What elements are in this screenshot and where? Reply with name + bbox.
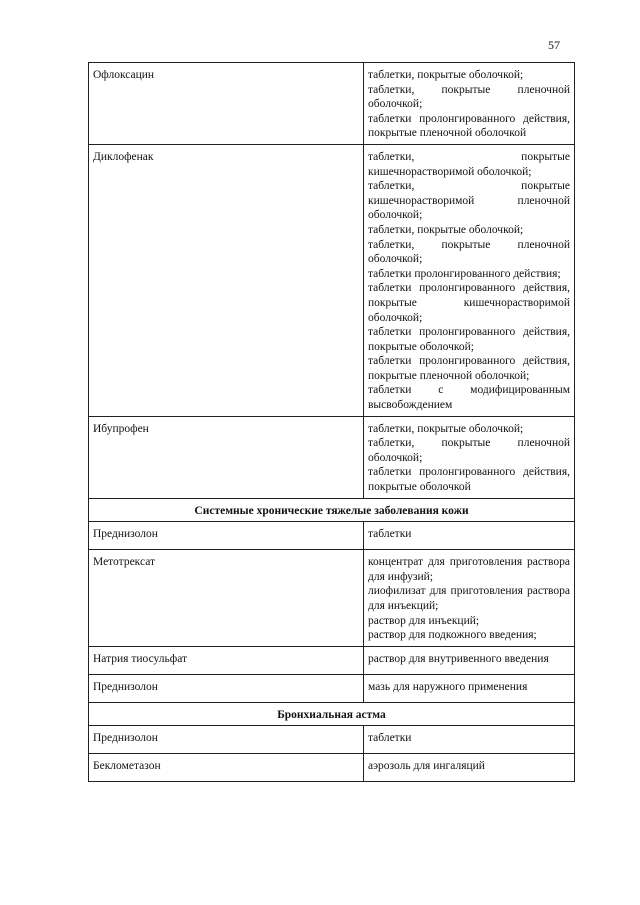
- dosage-form-item: лиофилизат для приготовления раствора для инъекций;: [368, 585, 570, 612]
- table-row: [89, 550, 575, 647]
- drug-name-cell: Ибупрофен: [89, 416, 364, 498]
- section-title: Бронхиальная астма: [89, 702, 575, 726]
- dosage-form-item: раствор для инъекций;: [368, 614, 480, 627]
- dosage-form-cell: [364, 144, 575, 416]
- dosage-form-cell: [364, 550, 575, 647]
- dosage-form-item: таблетки: [368, 732, 412, 745]
- section-title: Системные хронические тяжелые заболевания кожи: [89, 498, 575, 522]
- drug-name-cell: Преднизолон: [89, 726, 364, 754]
- dosage-form-item: таблетки, покрытые оболочкой;: [368, 69, 524, 81]
- dosage-form-item: таблетки, покрытые пленочной оболочкой;: [368, 83, 570, 111]
- dosage-form-item: таблетки с модифицированным высвобождением: [368, 384, 570, 412]
- dosage-form-item: таблетки пролонгированного действия, покрытые кишечнорастворимой оболочкой;: [368, 282, 570, 324]
- table-row: [89, 63, 575, 145]
- drug-name-cell: Преднизолон: [89, 522, 364, 550]
- dosage-form-item: таблетки, покрытые оболочкой;: [368, 422, 524, 435]
- dosage-form-item: таблетки пролонгированного действия, покрытые пленочной оболочкой;: [368, 355, 570, 382]
- dosage-form-item: аэрозоль для ингаляций: [368, 760, 485, 773]
- page-number: 57: [548, 38, 560, 52]
- drug-name-cell: Офлоксацин: [89, 63, 364, 145]
- dosage-form-item: мазь для наружного применения: [368, 680, 528, 693]
- dosage-form-item: таблетки, покрытые оболочкой;: [368, 223, 524, 236]
- dosage-form-cell: [364, 522, 575, 550]
- dosage-form-item: таблетки, покрытые кишечнорастворимой пленочной оболочкой;: [368, 180, 570, 222]
- dosage-form-cell: [364, 674, 575, 702]
- section-row: [89, 702, 575, 726]
- dosage-form-item: раствор для внутривенного введения: [368, 652, 549, 665]
- drug-table-body: [89, 63, 575, 782]
- drug-table: [88, 62, 575, 782]
- drug-name-cell: Метотрексат: [89, 550, 364, 647]
- dosage-form-cell: [364, 646, 575, 674]
- dosage-form-item: раствор для подкожного введения;: [368, 629, 537, 642]
- dosage-form-cell: [364, 754, 575, 782]
- dosage-form-item: таблетки пролонгированного действия;: [368, 267, 561, 280]
- table-row: [89, 726, 575, 754]
- dosage-form-item: концентрат для приготовления раствора для инфузий;: [368, 556, 570, 583]
- drug-name-cell: Натрия тиосульфат: [89, 646, 364, 674]
- dosage-form-item: таблетки пролонгированного действия, покрытые оболочкой;: [368, 326, 570, 353]
- dosage-form-cell: [364, 63, 575, 145]
- dosage-form-cell: [364, 726, 575, 754]
- dosage-form-cell: [364, 416, 575, 498]
- table-row: [89, 674, 575, 702]
- table-row: [89, 646, 575, 674]
- drug-name-cell: Диклофенак: [89, 144, 364, 416]
- dosage-form-item: таблетки: [368, 528, 412, 541]
- table-row: [89, 522, 575, 550]
- table-row: [89, 144, 575, 416]
- dosage-form-item: таблетки, покрытые пленочной оболочкой;: [368, 238, 570, 266]
- drug-name-cell: Беклометазон: [89, 754, 364, 782]
- drug-name-cell: Преднизолон: [89, 674, 364, 702]
- dosage-form-item: таблетки, покрытые кишечнорастворимой оболочкой;: [368, 150, 570, 178]
- table-row: [89, 754, 575, 782]
- section-row: [89, 498, 575, 522]
- table-row: [89, 416, 575, 498]
- dosage-form-item: таблетки пролонгированного действия, покрытые пленочной оболочкой: [368, 112, 570, 140]
- dosage-form-item: таблетки пролонгированного действия, покрытые оболочкой: [368, 466, 570, 494]
- dosage-form-item: таблетки, покрытые пленочной оболочкой;: [368, 437, 570, 464]
